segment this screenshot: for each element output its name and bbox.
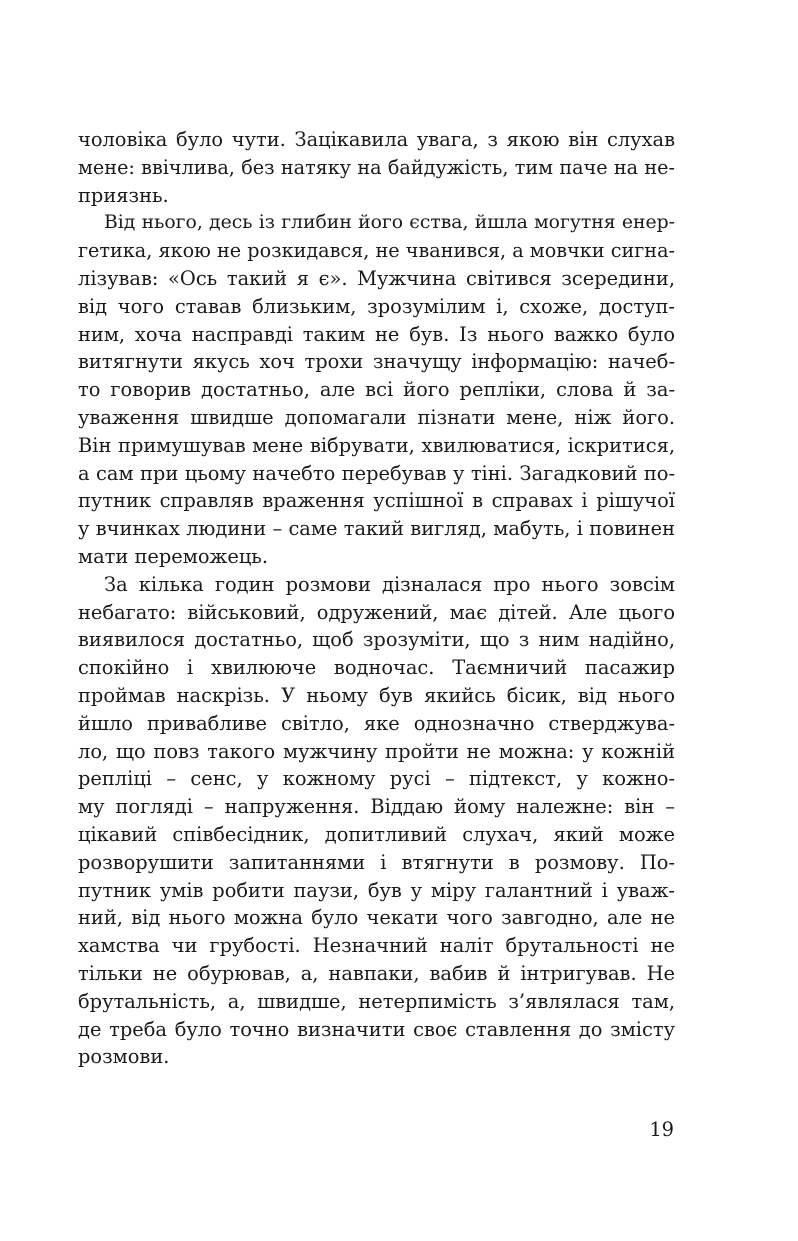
text-line: у вчинках людини – саме такий вигляд, мабуть, і повинен [78, 517, 675, 541]
text-line: путник умів робити паузи, був у міру галантний і уваж- [78, 878, 675, 902]
text-line: Від нього, десь із глибин його єства, йшла могутня енер- [104, 212, 675, 234]
text-line: репліці – сенс, у кожному русі – підтекст, у кожно- [78, 767, 675, 791]
text-line: розворушити запитаннями і втягнути в розмову. По- [78, 850, 675, 874]
text-line: виявилося достатньо, щоб зрозуміти, що з ним надійно, [78, 628, 675, 652]
text-line: мене: ввічлива, без натяку на байдужість, тим паче на не- [78, 155, 675, 179]
text-line: чоловіка було чути. Зацікавила увага, з якою він слухав [78, 128, 675, 151]
text-line: цікавий співбесідник, допитливий слухач, який може [78, 822, 675, 846]
text-line: Він примушував мене вібрувати, хвилюватися, іскритися, [78, 433, 675, 457]
text-line: хамства чи грубості. Незначний наліт брутальності не [78, 934, 675, 958]
text-line: спокійно і хвилююче водночас. Таємничий пасажир [78, 656, 675, 680]
text-line: а сам при цьому начебто перебував у тіні. Загадковий по- [78, 461, 675, 485]
text-line: проймав наскрізь. У ньому був якийсь бісик, від нього [78, 683, 675, 707]
text-line: путник справляв враження успішної в справах і рішучої [78, 489, 675, 513]
text-line: розмови. [78, 1045, 170, 1069]
text-line: гетика, якою не розкидався, не чванився, а мовчки сигна- [78, 239, 675, 263]
text-line: За кілька годин розмови дізналася про нього зовсім [104, 572, 675, 596]
text-line: від чого ставав близьким, зрозумілим і, схоже, доступ- [78, 294, 675, 318]
text-line: йшло привабливе світло, яке однозначно стверджува- [78, 711, 675, 735]
text-line: ним, хоча насправді таким не був. Із нього важко було [78, 322, 675, 346]
text-line: де треба було точно визначити своє ставлення до змісту [78, 1017, 675, 1041]
text-line: лізував: «Ось такий я є». Мужчина світився зсередини, [78, 266, 675, 290]
page-body-text [78, 126, 675, 1071]
text-line: приязнь. [78, 183, 169, 207]
text-line: тільки не обурював, а, навпаки, вабив й інтригував. Не [78, 961, 675, 985]
text-line: то говорив достатньо, але всі його репліки, слова й за- [78, 378, 675, 402]
text-line: ний, від нього можна було чекати чого завгодно, але не [78, 906, 675, 930]
text-line: витягнути якусь хоч трохи значущу інформацію: начеб- [78, 350, 675, 374]
text-line: небагато: військовий, одружений, має дітей. Але цього [78, 600, 675, 624]
text-line: мати переможець. [78, 544, 269, 568]
page-number: 19 [649, 1118, 674, 1141]
text-line: брутальність, а, швидше, нетерпимість з’являлася там, [78, 989, 675, 1013]
text-line: ло, що повз такого мужчину пройти не можна: у кожній [78, 739, 675, 763]
text-line: уваження швидше допомагали пізнати мене, ніж його. [78, 405, 675, 429]
text-line: му погляді – напруження. Віддаю йому належне: він – [78, 795, 675, 819]
